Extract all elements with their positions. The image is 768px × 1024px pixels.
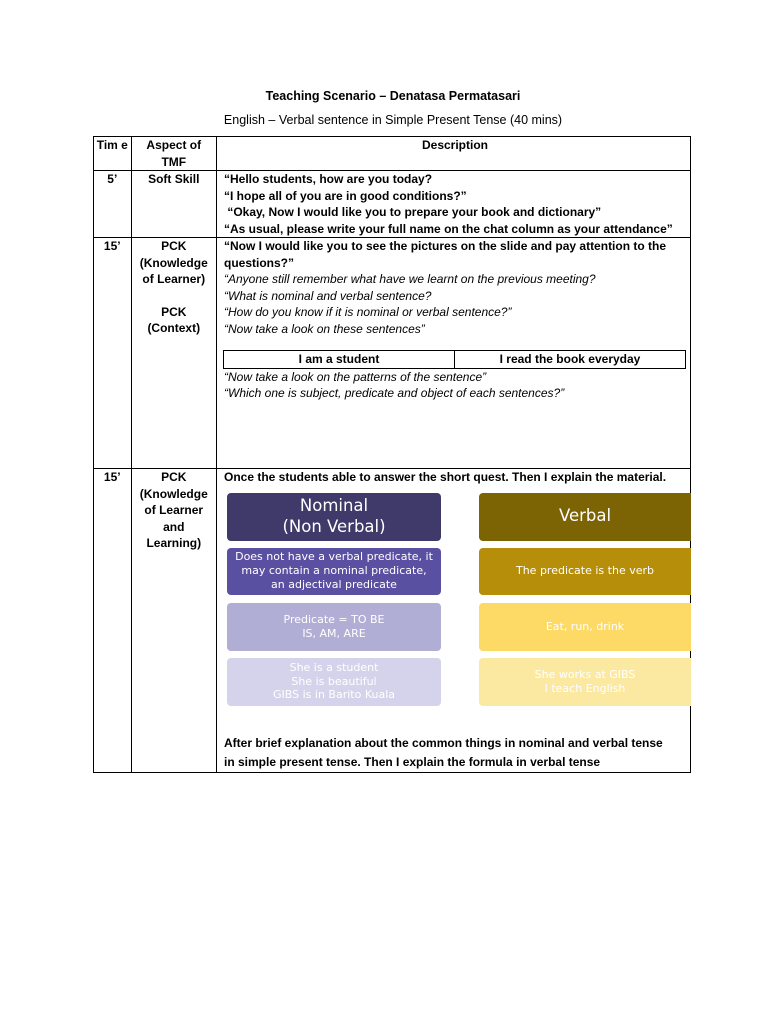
nominal-predicate-line: IS, AM, ARE — [302, 626, 366, 640]
nominal-subtitle: (Non Verbal) — [282, 516, 386, 536]
verbal-predicate-box: Eat, run, drink — [479, 603, 691, 651]
row2-followup: “Now take a look on the patterns of the sentence” — [224, 369, 487, 384]
row2-followup: “Which one is subject, predicate and object of each sentences?” — [224, 386, 565, 400]
row1-line: “As usual, please write your full name on the chat column as your attendance” — [224, 221, 673, 236]
verbal-example: She works at GIBS — [534, 667, 636, 681]
row1-line: “Hello students, how are you today? — [224, 172, 433, 186]
row3-intro: Once the students able to answer the short quest. Then I explain the material. — [224, 470, 667, 484]
verbal-title: Verbal — [558, 506, 612, 526]
row3-after-line: After brief explanation about the common things in nominal and verbal tense — [224, 735, 663, 750]
nominal-example: She is a student — [289, 660, 379, 674]
header-aspect — [131, 137, 216, 171]
header-aspect-line1: Aspect of — [146, 138, 202, 152]
row2-aspect-line: of Learner) — [142, 272, 206, 286]
row3-aspect-line: Learning) — [146, 536, 202, 550]
example-sentences-table — [223, 350, 686, 369]
document-subtitle: English – Verbal sentence in Simple Present Tense (40 mins) — [223, 113, 563, 127]
verbal-example: I teach English — [544, 681, 626, 695]
row1-line: “I hope all of you are in good conditions?” — [224, 188, 467, 203]
example-verbal-sentence: I read the book everyday — [455, 351, 686, 369]
nominal-verbal-slide — [224, 493, 686, 725]
nominal-title-box — [227, 493, 441, 541]
row3-time: 15’ — [94, 469, 132, 773]
header-description: Description — [217, 137, 691, 171]
row3-description — [217, 469, 691, 773]
row3-aspect-line: of Learner — [144, 503, 204, 517]
row3-after-text — [224, 734, 686, 772]
nominal-predicate-line: Predicate = TO BE — [283, 612, 385, 626]
row3-aspect-line: and — [163, 519, 185, 534]
row2-question: “How do you know if it is nominal or verbal sentence?” — [224, 305, 512, 319]
table-header-row — [94, 137, 691, 171]
verbal-definition-box: The predicate is the verb — [479, 548, 691, 595]
row1-time: 5’ — [94, 171, 132, 238]
row2-question: “Now take a look on these sentences” — [224, 321, 425, 336]
row2-aspect-line: (Context) — [147, 321, 201, 335]
row1-line: “Okay, Now I would like you to prepare your book and dictionary” — [224, 205, 602, 219]
row2-aspect-line: PCK — [161, 304, 187, 319]
nominal-predicate-box — [227, 603, 441, 651]
row2-aspect-line: PCK — [161, 239, 187, 253]
row2-time: 15’ — [94, 238, 132, 469]
table-row — [94, 469, 691, 773]
row2-instruction: “Now I would like you to see the pictures on the slide and pay attention to the questions?” — [224, 239, 667, 270]
table-row — [94, 238, 691, 469]
row2-description — [217, 238, 691, 469]
row2-question: “What is nominal and verbal sentence? — [224, 288, 432, 303]
nominal-title: Nominal — [299, 495, 369, 515]
header-aspect-line2: TMF — [161, 154, 187, 169]
row3-after-line: in simple present tense. Then I explain the formula in verbal tense — [224, 754, 601, 769]
verbal-examples-box — [479, 658, 691, 706]
document-title: Teaching Scenario – Denatasa Permatasari — [265, 89, 521, 103]
row2-question: “Anyone still remember what have we learnt on the previous meeting? — [224, 272, 596, 286]
example-nominal-sentence: I am a student — [224, 351, 455, 369]
row2-aspect — [131, 238, 216, 469]
row3-aspect-line: PCK — [161, 470, 187, 484]
verbal-title-box — [479, 493, 691, 541]
nominal-definition-box: Does not have a verbal predicate, it may contain a nominal predicate, an adjectival predicate — [227, 548, 441, 595]
row3-aspect — [131, 469, 216, 773]
scenario-table — [93, 136, 691, 773]
row1-aspect: Soft Skill — [131, 171, 216, 238]
nominal-example: GIBS is in Barito Kuala — [273, 688, 395, 702]
nominal-example: She is beautiful — [291, 674, 377, 688]
row2-aspect-line: (Knowledge — [139, 255, 208, 270]
row3-aspect-line: (Knowledge — [139, 486, 208, 501]
row1-description — [217, 171, 691, 238]
header-time: Tim e — [94, 137, 132, 171]
table-row — [94, 171, 691, 238]
nominal-examples-box — [227, 658, 441, 706]
